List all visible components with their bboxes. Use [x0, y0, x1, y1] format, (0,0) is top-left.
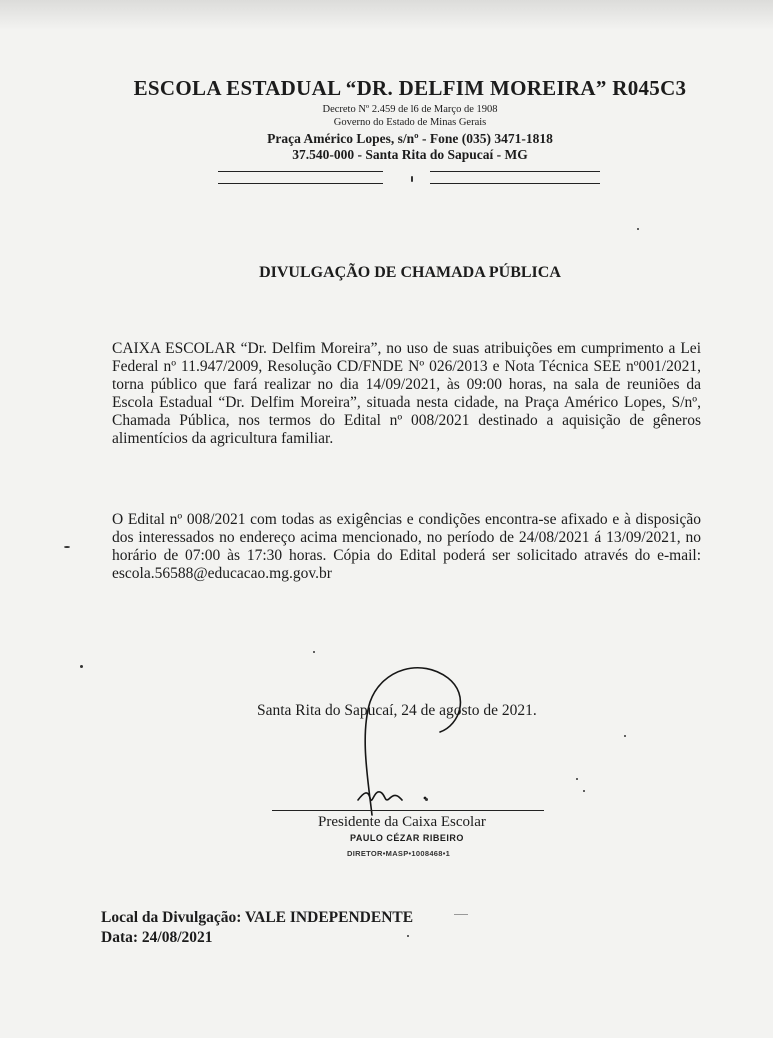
scan-speck — [583, 790, 585, 792]
scan-speck — [313, 651, 315, 653]
header-divider-right-top — [430, 171, 600, 172]
scan-speck — [576, 778, 578, 780]
scan-shadow — [0, 0, 773, 30]
scan-speck — [637, 228, 639, 230]
scan-speck — [454, 914, 468, 915]
signature-line — [272, 810, 544, 811]
signer-role: Presidente da Caixa Escolar — [318, 814, 486, 830]
scan-speck — [425, 798, 428, 801]
stamp-id: DIRETOR•MASP•1008468•1 — [347, 849, 451, 858]
document-title: DIVULGAÇÃO DE CHAMADA PÚBLICA — [259, 264, 561, 281]
announcement-paragraph: CAIXA ESCOLAR “Dr. Delfim Moreira”, no uso de suas atribuições em cumprimento a Lei Federal nº 11.947/2009, Resolução CD/FNDE Nº 026/2013 e Nota Técnica SEE nº001/2021, torna público que fará realizar no dia 14/09/2021, às 09:00 horas, na sala de reuniões da Escola Estadual “Dr. Delfim Moreira”, situada nesta cidade, na Praça Américo Lopes, S/nº, Chamada Pública, nos termos do Edital nº 008/2021 destinado a aquisição de gêneros alimentícios da agricultura familiar. — [112, 340, 701, 447]
stamp-name: PAULO CÉZAR RIBEIRO — [350, 833, 464, 843]
place-date: Santa Rita do Sapucaí, 24 de agosto de 2021. — [257, 702, 537, 719]
address-line: Praça Américo Lopes, s/nº - Fone (035) 3471-1818 — [267, 131, 553, 146]
header-divider-left-top — [218, 171, 383, 172]
handwritten-signature — [330, 640, 530, 820]
zip-city-line: 37.540-000 - Santa Rita do Sapucaí - MG — [292, 147, 528, 162]
scan-speck — [624, 735, 626, 737]
header-divider-right-bottom — [430, 183, 600, 184]
decree-line: Decreto Nº 2.459 de l6 de Março de 1908 — [322, 104, 498, 115]
scan-speck — [407, 935, 409, 937]
publication-location: Local da Divulgação: VALE INDEPENDENTE — [101, 909, 414, 926]
publication-date: Data: 24/08/2021 — [101, 929, 213, 946]
scan-speck — [411, 176, 413, 182]
header-divider-left-bottom — [218, 183, 383, 184]
government-line: Governo do Estado de Minas Gerais — [333, 117, 487, 128]
school-name: ESCOLA ESTADUAL “DR. DELFIM MOREIRA” R045C3 — [133, 76, 687, 100]
scan-speck — [80, 665, 83, 668]
edital-paragraph: O Edital nº 008/2021 com todas as exigências e condições encontra-se afixado e à disposição dos interessados no endereço acima mencionado, no período de 24/08/2021 á 13/09/2021, no horário de 07:00 às 17:30 horas. Cópia do Edital poderá ser solicitado através do e-mail: escola.56588@educacao.mg.gov.br — [112, 511, 701, 582]
scan-speck — [64, 546, 70, 548]
